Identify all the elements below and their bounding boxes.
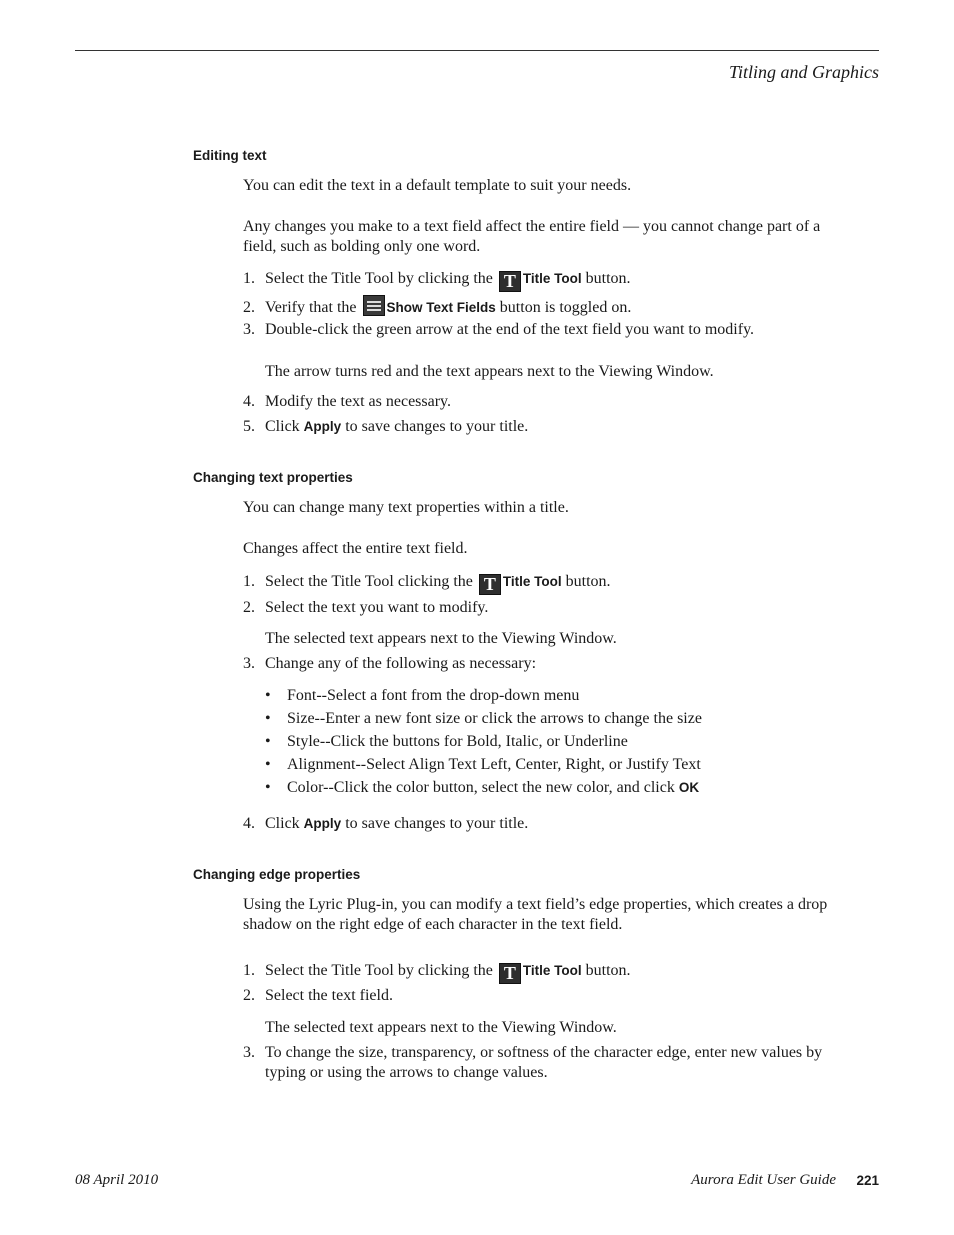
step-text: Select the Title Tool by clicking the bbox=[265, 270, 493, 287]
step-text: to save changes to your title. bbox=[345, 815, 529, 832]
paragraph: Using the Lyric Plug-in, you can modify a text field’s edge properties, which creates a drop shadow on the right edge of each character in the text field. bbox=[243, 896, 828, 933]
step-number: 2. bbox=[243, 299, 255, 316]
step-text: button. bbox=[565, 573, 611, 590]
bullet-text: Font--Select a font from the drop-down menu bbox=[287, 687, 580, 704]
step-note: The arrow turns red and the text appears next to the Viewing Window. bbox=[265, 363, 714, 380]
step-text: button. bbox=[585, 962, 631, 979]
header-rule bbox=[75, 50, 879, 51]
ui-label-title-tool: Title Tool bbox=[522, 963, 582, 978]
title-tool-icon: T bbox=[499, 271, 521, 292]
bullet-icon: • bbox=[265, 687, 271, 704]
footer-guide-title: Aurora Edit User Guide bbox=[691, 1172, 836, 1188]
step-number: 1. bbox=[243, 270, 255, 287]
section-heading-changing-text-properties: Changing text properties bbox=[193, 470, 353, 485]
ui-label-show-text-fields: Show Text Fields bbox=[386, 300, 496, 315]
step-number: 4. bbox=[243, 393, 255, 410]
step-text: button is toggled on. bbox=[499, 299, 632, 316]
step-text: Click bbox=[265, 418, 300, 435]
step-number: 1. bbox=[243, 962, 255, 979]
list-item bbox=[243, 598, 843, 618]
paragraph: Changes affect the entire text field. bbox=[243, 540, 468, 557]
list-item bbox=[243, 269, 843, 292]
list-item bbox=[243, 417, 843, 437]
step-number: 5. bbox=[243, 418, 255, 435]
list-item bbox=[243, 986, 843, 1006]
ui-label-apply: Apply bbox=[303, 816, 342, 831]
step-text: Select the Title Tool by clicking the bbox=[265, 962, 493, 979]
title-tool-icon: T bbox=[479, 574, 501, 595]
step-number: 2. bbox=[243, 599, 255, 616]
step-number: 2. bbox=[243, 987, 255, 1004]
ui-label-apply: Apply bbox=[303, 419, 342, 434]
step-text: Select the text field. bbox=[265, 987, 393, 1004]
step-note: The selected text appears next to the Viewing Window. bbox=[265, 630, 617, 647]
list-item bbox=[243, 572, 843, 595]
paragraph: Any changes you make to a text field affect the entire field — you cannot change part of a field, such as bolding only one word. bbox=[243, 218, 821, 255]
step-number: 1. bbox=[243, 573, 255, 590]
step-note: The selected text appears next to the Viewing Window. bbox=[265, 1019, 617, 1036]
ui-label-title-tool: Title Tool bbox=[502, 574, 562, 589]
bullet-icon: • bbox=[265, 756, 271, 773]
ui-label-title-tool: Title Tool bbox=[522, 271, 582, 286]
step-text: To change the size, transparency, or softness of the character edge, enter new values by typing or using the arrows to change values. bbox=[265, 1044, 823, 1081]
list-item bbox=[243, 654, 843, 674]
bullet-item bbox=[265, 755, 825, 775]
list-item bbox=[243, 814, 843, 834]
list-item bbox=[243, 320, 843, 340]
bullet-item bbox=[265, 709, 825, 729]
list-item bbox=[243, 295, 843, 318]
bullet-item bbox=[265, 732, 825, 752]
ui-label-ok: OK bbox=[678, 780, 700, 795]
list-item bbox=[243, 1043, 843, 1083]
paragraph: You can change many text properties within a title. bbox=[243, 499, 569, 516]
step-number: 3. bbox=[243, 321, 255, 338]
bullet-text: Size--Enter a new font size or click the arrows to change the size bbox=[287, 710, 702, 727]
step-text: Select the text you want to modify. bbox=[265, 599, 489, 616]
list-item bbox=[243, 392, 843, 412]
bullet-icon: • bbox=[265, 733, 271, 750]
footer-date: 08 April 2010 bbox=[75, 1172, 159, 1188]
step-number: 4. bbox=[243, 815, 255, 832]
show-text-fields-icon bbox=[363, 295, 385, 316]
bullet-icon: • bbox=[265, 779, 271, 796]
step-text: Double-click the green arrow at the end of the text field you want to modify. bbox=[265, 321, 755, 338]
page-number: 221 bbox=[856, 1173, 879, 1188]
bullet-item bbox=[265, 778, 825, 798]
step-text: Change any of the following as necessary: bbox=[265, 655, 537, 672]
bullet-text: Color--Click the color button, select the new color, and click bbox=[287, 779, 675, 796]
section-heading-changing-edge-properties: Changing edge properties bbox=[193, 867, 361, 882]
bullet-text: Style--Click the buttons for Bold, Italic, or Underline bbox=[287, 733, 628, 750]
running-head: Titling and Graphics bbox=[728, 62, 879, 82]
step-number: 3. bbox=[243, 655, 255, 672]
step-text: to save changes to your title. bbox=[345, 418, 529, 435]
step-text: Verify that the bbox=[265, 299, 357, 316]
step-text: Modify the text as necessary. bbox=[265, 393, 452, 410]
bullet-icon: • bbox=[265, 710, 271, 727]
paragraph: You can edit the text in a default template to suit your needs. bbox=[243, 177, 632, 194]
title-tool-icon: T bbox=[499, 963, 521, 984]
step-text: button. bbox=[585, 270, 631, 287]
list-item bbox=[243, 961, 843, 984]
step-text: Select the Title Tool clicking the bbox=[265, 573, 473, 590]
step-text: Click bbox=[265, 815, 300, 832]
step-number: 3. bbox=[243, 1044, 255, 1061]
bullet-item bbox=[265, 686, 825, 706]
section-heading-editing-text: Editing text bbox=[193, 148, 267, 163]
bullet-text: Alignment--Select Align Text Left, Center, Right, or Justify Text bbox=[287, 756, 701, 773]
